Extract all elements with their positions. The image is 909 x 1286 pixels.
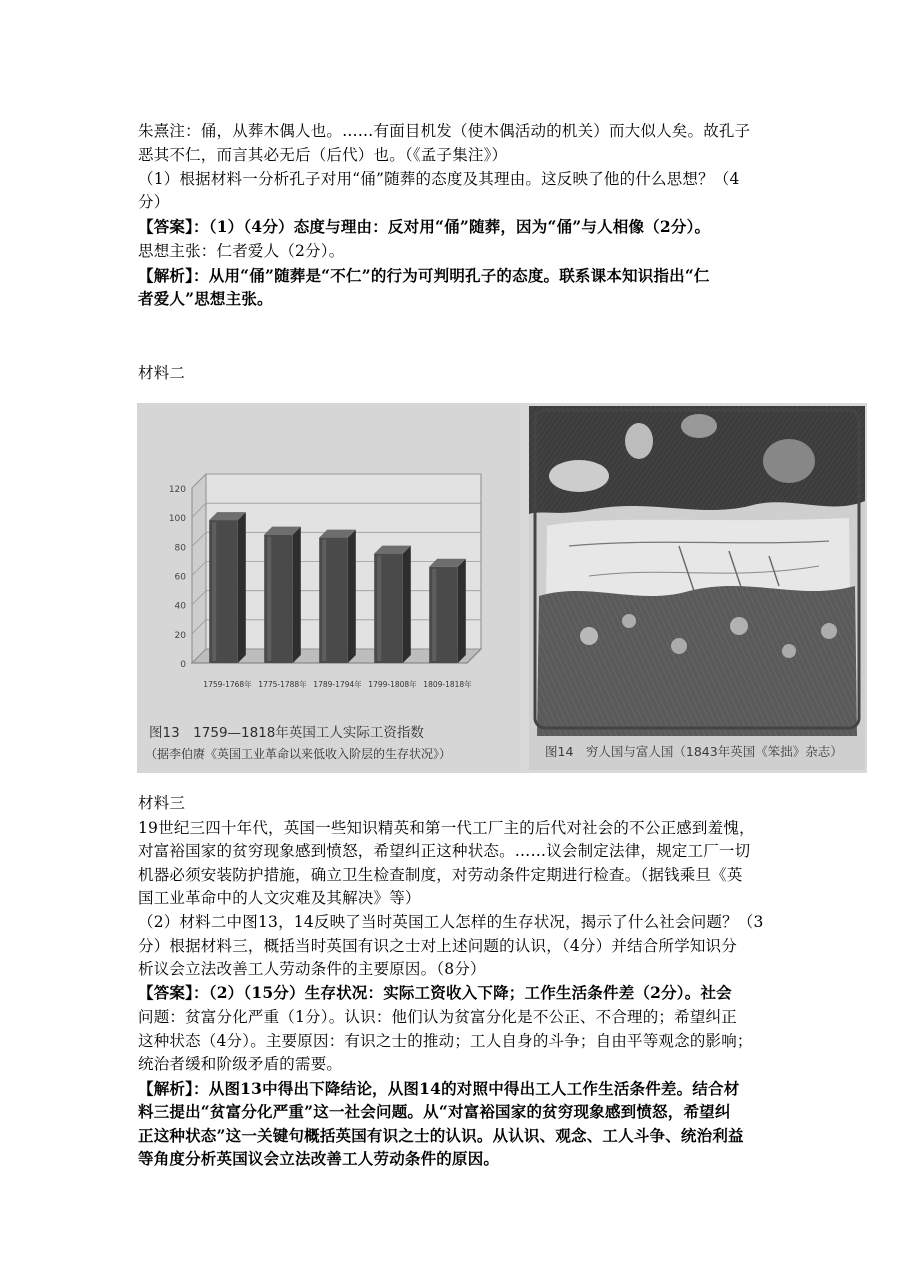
s3-analysis-line-4: 等角度分析英国议会立法改善工人劳动条件的原因。 <box>138 1149 500 1168</box>
bar <box>429 559 466 663</box>
y-tick-label: 120 <box>168 485 186 495</box>
s3-line-3: 机器必须安装防护措施，确立卫生检查制度，对劳动条件定期进行检查。（据钱乘旦《英 <box>138 866 743 884</box>
s1-line-1: 朱熹注：俑，从葬木偶人也。……有面目机发（使木偶活动的机关）而大似人矣。故孔子 <box>138 122 751 140</box>
x-tick-label: 1799-1808年 <box>368 680 417 689</box>
s3-answer-line-4: 统治者缓和阶级矛盾的需要。 <box>138 1055 343 1073</box>
x-tick-label: 1775-1788年 <box>258 680 307 689</box>
s1-analysis-line-2: 者爱人”思想主张。 <box>138 289 273 308</box>
s3-line-4: 国工业革命中的人文灾难及其解决》等） <box>138 889 421 907</box>
s3-answer-line-3: 这种状态（4分）。主要原因：有识之士的推动；工人自身的斗争；自由平等观念的影响； <box>138 1032 753 1050</box>
s1-line-2: 恶其不仁，而言其必无后（后代）也。（《孟子集注》） <box>138 146 508 164</box>
y-tick-label: 20 <box>174 630 186 641</box>
s3-answer-line-2: 问题：贫富分化严重（1分）。认识：他们认为贫富分化是不公正、不合理的；希望纠正 <box>138 1008 737 1026</box>
s3-analysis-line-1: 【解析】：从图13中得出下降结论，从图14的对照中得出工人工作生活条件差。结合材 <box>138 1079 740 1098</box>
bar <box>374 546 411 663</box>
figure13-panel <box>137 403 520 773</box>
s3-answer-line-1: 【答案】：（2）（15分）生存状况：实际工资收入下降；工作生活条件差（2分）。社会 <box>138 983 732 1002</box>
y-tick-label: 80 <box>174 543 186 554</box>
figure13-source: （据李伯赓《英国工业革命以来低收入阶层的生存状况》） <box>145 747 452 761</box>
x-tick-label: 1759-1768年 <box>203 680 252 689</box>
bar <box>264 527 301 663</box>
wage-index-chart <box>137 403 520 773</box>
x-tick-label: 1809-1818年 <box>423 680 472 689</box>
s3-line-1: 19世纪三四十年代，英国一些知识精英和第一代工厂主的后代对社会的不公正感到羞愧， <box>138 819 755 837</box>
s3-question-line-2: 分）根据材料三，概括当时英国有识之士对上述问题的认识，（4分）并结合所学知识分 <box>138 937 737 955</box>
figure-block <box>137 403 867 773</box>
s3-analysis-line-3: 正这种状态”这一关键句概括英国有识之士的认识。从认识、观念、工人斗争、统治利益 <box>138 1126 744 1145</box>
figure14-panel <box>529 406 865 770</box>
y-tick-label: 60 <box>174 572 186 583</box>
material3-title: 材料三 <box>138 794 186 812</box>
s3-analysis-line-2: 料三提出“贫富分化严重”这一社会问题。从“对富裕国家的贫穷现象感到愤怒，希望纠 <box>138 1102 731 1121</box>
x-tick-label: 1789-1794年 <box>313 680 362 689</box>
bar <box>209 512 246 663</box>
s1-line-4: 分） <box>138 193 170 211</box>
figure13-title: 图13 1759—1818年英国工人实际工资指数 <box>149 725 424 741</box>
s1-answer-line-2: 思想主张：仁者爱人（2分）。 <box>138 242 345 260</box>
y-tick-label: 0 <box>180 660 186 670</box>
bar <box>319 530 356 663</box>
s1-answer-line-1: 【答案】：（1）（4分）态度与理由：反对用“俑”随葬，因为“俑”与人相像（2分）。 <box>138 217 711 236</box>
cartoon-image <box>529 406 865 736</box>
s1-analysis-line-1: 【解析】：从用“俑”随葬是“不仁”的行为可判明孔子的态度。联系课本知识指出“仁 <box>138 266 710 285</box>
y-tick-label: 40 <box>174 601 186 612</box>
y-tick-label: 100 <box>168 514 186 525</box>
s3-question-line-1: （2）材料二中图13，14反映了当时英国工人怎样的生存状况，揭示了什么社会问题？（3 <box>138 913 764 931</box>
material2-title: 材料二 <box>138 364 186 382</box>
s3-question-line-3: 析议会立法改善工人劳动条件的主要原因。（8分） <box>138 960 486 978</box>
s1-line-3: （1）根据材料一分析孔子对用“俑”随葬的态度及其理由。这反映了他的什么思想？（4 <box>138 170 740 188</box>
figure14-caption: 图14 穷人国与富人国（1843年英国《笨拙》杂志） <box>545 744 843 759</box>
s3-line-2: 对富裕国家的贫穷现象感到愤怒，希望纠正这种状态。……议会制定法律，规定工厂一切 <box>138 842 751 860</box>
